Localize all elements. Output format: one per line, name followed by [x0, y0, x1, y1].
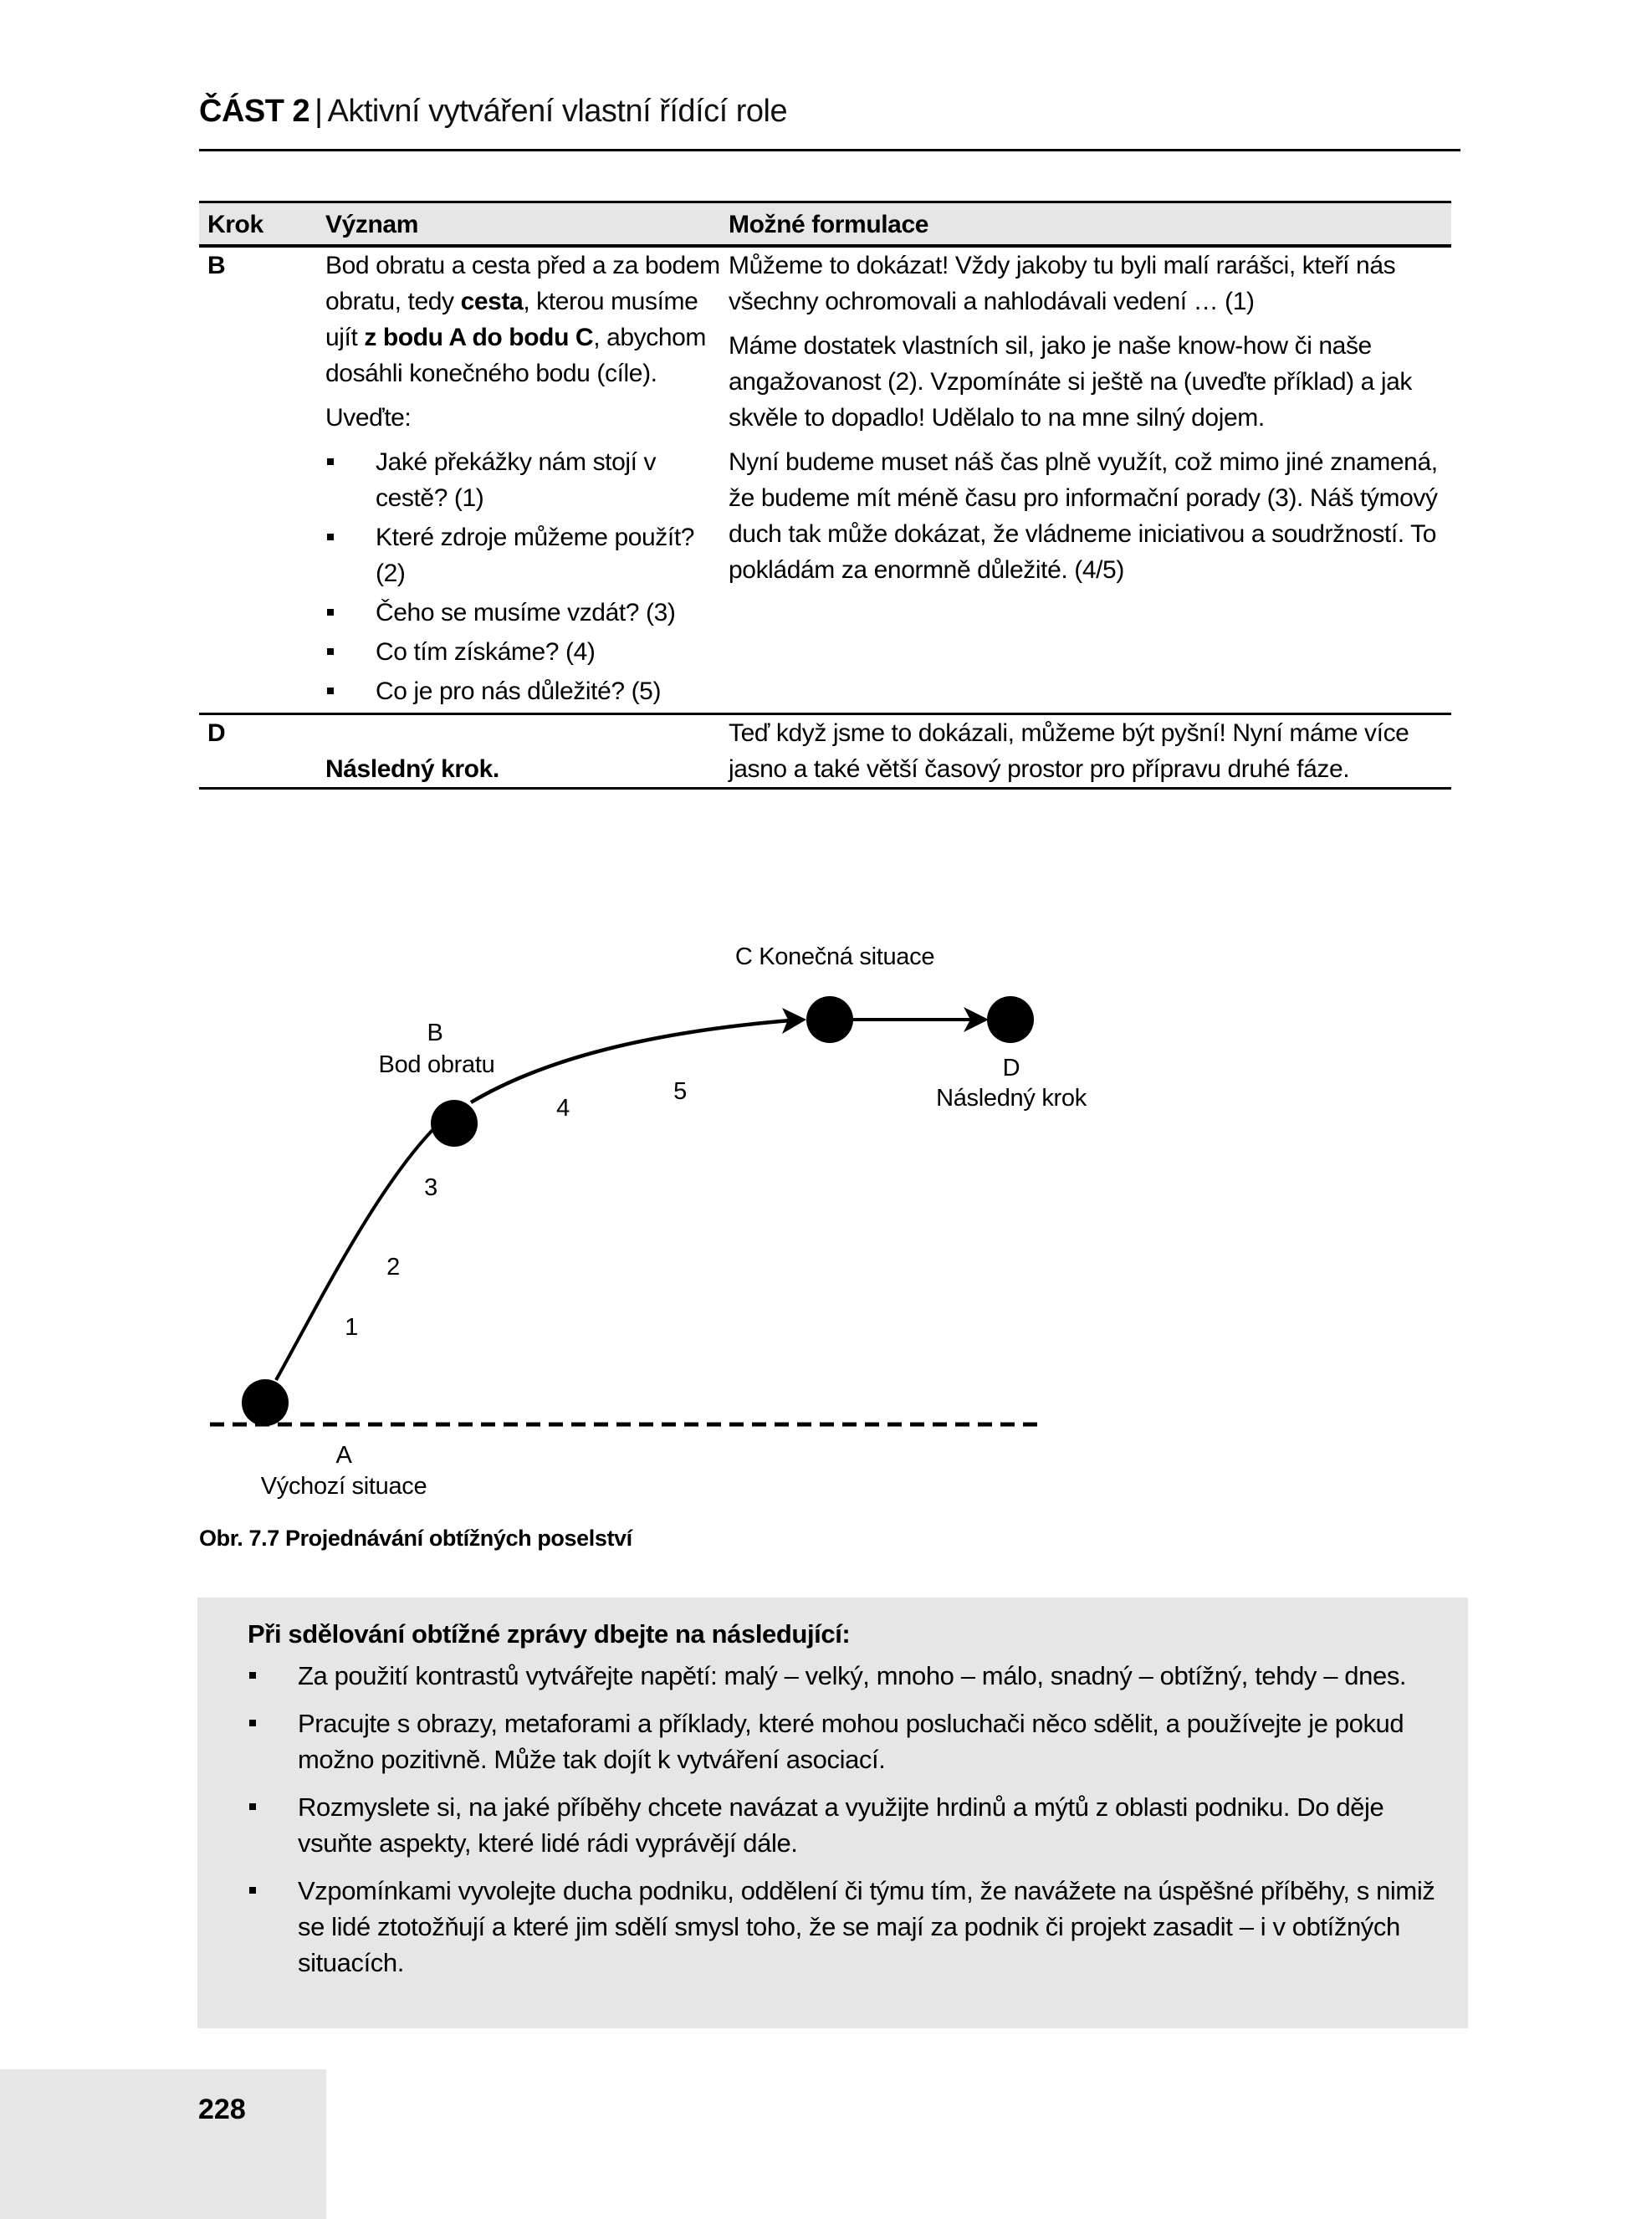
list-item-text: Za použití kontrastů vytvářejte napětí: malý – velký, mnoho – málo, snadný – obtížný, tehdy – dnes.	[298, 1661, 1407, 1690]
formulation-paragraph: Nyní budeme muset náš čas plně využít, což mimo jiné znamená, že budeme mít méně času pro informační porady (3). Náš týmový duch tak může dokázat, že vládneme iniciativou a soudržností. To pokládám za enormně důležité. (4/5)	[729, 448, 1438, 584]
table-header-row	[199, 202, 1451, 247]
table-row	[199, 714, 1451, 789]
list-item-text: Co tím získáme? (4)	[376, 638, 596, 666]
node-c-dot	[806, 996, 853, 1043]
bullet-icon	[327, 534, 334, 540]
bullet-icon	[249, 1887, 256, 1894]
formulations-cell	[720, 714, 1451, 789]
path-number-1: 1	[345, 1314, 358, 1341]
meaning-text-part: , kterou musíme ujít	[325, 288, 698, 351]
callout-heading: Při sdělování obtížné zprávy dbejte na následující:	[248, 1619, 851, 1649]
formulation-paragraph: Máme dostatek vlastních sil, jako je naše know-how či naše angažovanost (2). Vzpomínáte si ještě na (uveďte příklad) a jak skvěle to dopadlo! Udělalo to na mne silný dojem.	[729, 332, 1413, 432]
list-item-text: Čeho se musíme vzdát? (3)	[376, 599, 676, 626]
chapter-title: Aktivní vytváření vlastní řídící role	[327, 94, 788, 129]
bullet-icon	[327, 648, 334, 655]
question-list	[325, 444, 720, 709]
node-a-letter: A	[335, 1442, 352, 1469]
node-d-label: Následný krok	[936, 1085, 1087, 1112]
list-item	[325, 673, 720, 709]
list-item-text: Pracujte s obrazy, metaforami a příklady, které mohou posluchači něco sdělit, a používejte je pokud možno pozitivně. Může tak dojít k vytváření asociací.	[298, 1709, 1404, 1774]
bullet-icon	[327, 688, 334, 694]
list-item	[249, 1873, 1454, 1981]
header-separator: |	[315, 94, 323, 129]
part-label: ČÁST 2	[199, 94, 310, 129]
bullet-icon	[249, 1672, 256, 1679]
bullet-icon	[327, 458, 334, 465]
node-b-dot	[431, 1100, 478, 1147]
column-header-step: Krok	[199, 202, 317, 247]
meaning-text	[325, 248, 720, 391]
table-row	[199, 246, 1451, 714]
node-d-dot	[987, 996, 1034, 1043]
header-rule	[199, 149, 1460, 151]
list-item-text: Co je pro nás důležité? (5)	[376, 677, 662, 705]
list-item-text: Rozmyslete si, na jaké příběhy chcete navázat a využijte hrdinů a mýtů z oblasti podniku. Do děje vsuňte aspekty, které lidé rádi vyprávějí dále.	[298, 1792, 1384, 1858]
node-a-label: Výchozí situace	[260, 1473, 427, 1500]
meaning-label: Následný krok.	[325, 755, 499, 783]
figure-number: Obr. 7.7	[199, 1526, 279, 1551]
path-number-4: 4	[556, 1095, 570, 1122]
node-d-letter: D	[1002, 1055, 1020, 1081]
path-b-to-c	[471, 1020, 790, 1102]
steps-table	[199, 201, 1451, 790]
node-b-label: Bod obratu	[378, 1051, 495, 1078]
formulation-paragraph: Můžeme to dokázat! Vždy jakoby tu byli malí rarášci, kteří nás všechny ochromovali a nahlodávali vedení … (1)	[729, 252, 1396, 315]
bullet-icon	[249, 1720, 256, 1726]
node-c-label: C Konečná situace	[734, 943, 935, 970]
node-a-dot	[242, 1379, 289, 1426]
meaning-bold-route: z bodu A do bodu C	[364, 324, 594, 351]
formulation-paragraph: Teď když jsme to dokázali, můžeme být pyšní! Nyní máme více jasno a také větší časový prostor pro přípravu druhé fáze.	[729, 719, 1409, 783]
meaning-cell	[317, 246, 720, 714]
meaning-bold-cesta: cesta	[460, 288, 524, 315]
figure-caption	[199, 1524, 632, 1552]
tips-callout-box	[197, 1598, 1468, 2028]
meaning-text-part: , abychom dosáhli konečného bodu (cíle).	[325, 324, 707, 387]
arrowhead-icon	[782, 1008, 806, 1034]
list-item	[249, 1789, 1454, 1861]
path-number-3: 3	[424, 1174, 437, 1201]
column-header-formulations: Možné formulace	[720, 202, 1451, 247]
list-item	[325, 595, 720, 631]
list-item	[325, 444, 720, 516]
step-cell: B	[199, 246, 317, 714]
column-header-meaning: Význam	[317, 202, 720, 247]
list-item	[325, 634, 720, 670]
path-number-2: 2	[386, 1254, 400, 1281]
list-item	[249, 1705, 1454, 1777]
arrowhead-icon	[964, 1007, 989, 1032]
figure-title: Projednávání obtížných poselství	[284, 1526, 632, 1551]
meaning-prompt: Uveďte:	[325, 404, 412, 432]
page-number: 228	[198, 2094, 246, 2125]
list-item-text: Vzpomínkami vyvolejte ducha podniku, oddělení či týmu tím, že navážete na úspěšné příběhy, s nimiž se lidé ztotožňují a které jim sdělí smysl toho, že se mají za podnik či projekt zasadit – i v obtížných situacích.	[298, 1876, 1435, 1977]
running-header	[199, 90, 787, 132]
step-cell: D	[199, 714, 317, 789]
path-a-to-b	[276, 1127, 435, 1380]
list-item	[325, 519, 720, 591]
node-b-letter: B	[427, 1020, 443, 1046]
formulations-cell	[720, 246, 1451, 714]
list-item-text: Jaké překážky nám stojí v cestě? (1)	[376, 448, 657, 512]
bullet-icon	[327, 609, 334, 616]
list-item-text: Které zdroje můžeme použít? (2)	[376, 524, 695, 587]
page-number-box	[0, 2069, 326, 2219]
callout-list	[249, 1658, 1454, 1992]
meaning-cell	[317, 714, 720, 789]
list-item	[249, 1658, 1454, 1694]
bullet-icon	[249, 1803, 256, 1810]
path-number-5: 5	[673, 1078, 687, 1105]
meaning-text-part: Bod obratu a cesta před a za bodem obratu, tedy	[325, 252, 720, 315]
